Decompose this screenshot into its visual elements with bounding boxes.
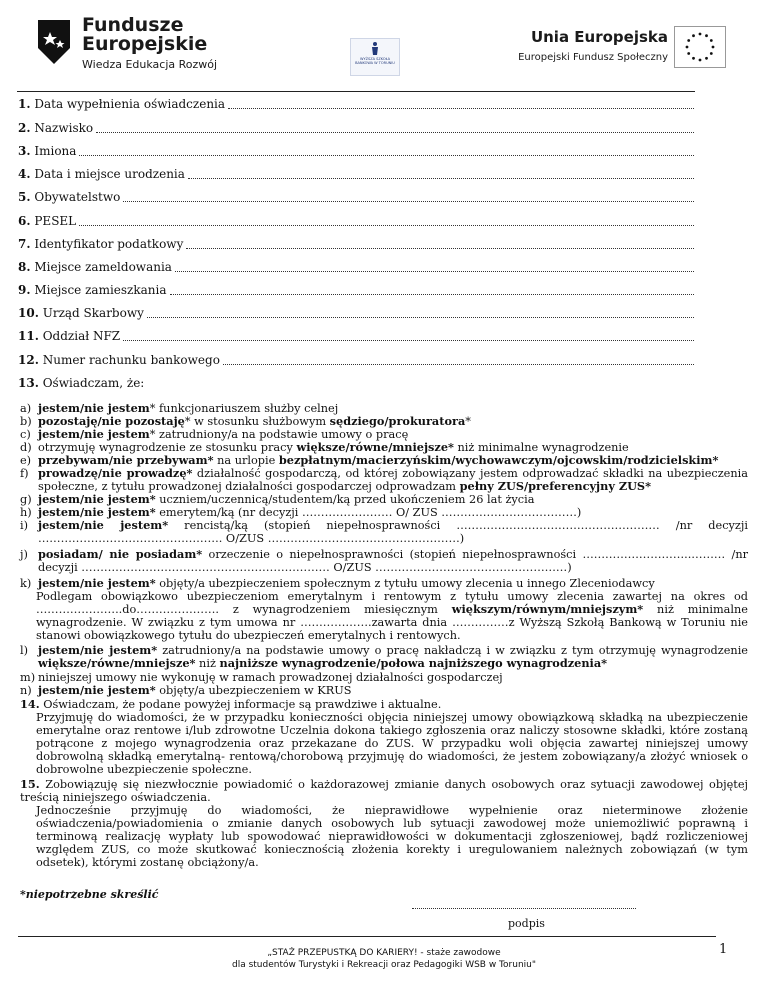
item-marker: k) bbox=[20, 577, 32, 590]
item-marker: c) bbox=[20, 428, 31, 441]
fe-title bbox=[82, 16, 207, 54]
wsb-figure-icon bbox=[367, 41, 383, 56]
item-text: * funkcjonariuszem służby celnej bbox=[149, 402, 339, 415]
section-text: Zobowiązuję się niezwłocznie powiadomić o każdorazowej zmianie danych osobowych oraz sytuacji zawodowej objętej treścią niniejszego oświadczenia. bbox=[20, 778, 749, 804]
footer-divider bbox=[18, 936, 716, 937]
item-text: niż minimalne wynagrodzenie. W związku z tym umowa nr ……………….zawarta dnia ……………z Wyższą Szkołą Bankową w Toruniu nie stanowi obowiązkowego tytułu do ubezpieczeń emerytalnych i rentowych. bbox=[36, 603, 748, 642]
choice-text[interactable]: jestem/nie jestem* bbox=[38, 492, 156, 506]
choice-text[interactable]: sędziego/prokuratora bbox=[329, 414, 466, 428]
field-number: 11. bbox=[18, 329, 39, 343]
field-label: Identyfikator podatkowy bbox=[34, 237, 184, 251]
field-number: 2. bbox=[18, 121, 31, 135]
fill-line[interactable] bbox=[123, 329, 694, 341]
field-number: 6. bbox=[18, 214, 31, 228]
section-14-paragraph bbox=[36, 711, 748, 776]
field-date-of-statement[interactable] bbox=[18, 96, 694, 112]
fill-line[interactable] bbox=[147, 306, 694, 318]
page-header bbox=[0, 0, 768, 96]
item-text: rencistą/ką (stopień niepełnosprawności ……………………………………………… /nr decyzji …………………………………………. O/ZUS ……………………………………………) bbox=[38, 519, 748, 545]
item-text: Podlegam obowiązkowo ubezpieczeniom emerytalnym i rentowym z tytułu umowy zlecenia zawartej na okres od …………………..do…………………. z wynagrodzeniem miesięcznym bbox=[36, 590, 748, 616]
field-residence-address[interactable] bbox=[18, 282, 694, 298]
choice-text[interactable]: większym/równym/mniejszym* bbox=[451, 602, 644, 616]
eu-subtitle: Europejski Fundusz Społeczny bbox=[518, 52, 668, 63]
section-14 bbox=[20, 698, 748, 711]
fe-title-line1: Fundusze bbox=[82, 14, 184, 36]
item-text: niniejszej umowy nie wykonuję w ramach prowadzonej działalności gospodarczej bbox=[38, 671, 503, 684]
header-divider bbox=[17, 91, 695, 92]
choice-text[interactable]: jestem/nie jestem* bbox=[38, 518, 169, 532]
item-text: otrzymuję wynagrodzenie ze stosunku pracy bbox=[38, 441, 297, 454]
choice-text[interactable]: jestem/nie jestem* bbox=[38, 643, 158, 657]
eu-title: Unia Europejska bbox=[530, 28, 668, 46]
field-label: Data wypełnienia oświadczenia bbox=[34, 97, 226, 111]
signature-line[interactable] bbox=[412, 907, 636, 909]
fe-title-line2: Europejskie bbox=[82, 33, 208, 55]
item-text: niż minimalne wynagrodzenie bbox=[453, 441, 629, 454]
page-number: 1 bbox=[719, 942, 728, 957]
item-text: * bbox=[465, 415, 471, 428]
fill-line[interactable] bbox=[123, 190, 694, 202]
field-citizenship[interactable] bbox=[18, 189, 694, 205]
field-birth-date-place[interactable] bbox=[18, 166, 694, 182]
item-marker: n) bbox=[20, 684, 32, 697]
item-text: * w stosunku służbowym bbox=[184, 415, 330, 428]
fill-line[interactable] bbox=[188, 167, 694, 179]
choice-text[interactable]: jestem/nie jestem* bbox=[38, 505, 156, 519]
choice-text[interactable]: najniższe wynagrodzenie/połowa najniższego wynagrodzenia* bbox=[219, 656, 608, 670]
choice-text[interactable]: jestem/nie jestem* bbox=[38, 683, 156, 697]
field-label: Oddział NFZ bbox=[42, 329, 121, 343]
eu-flag-icon bbox=[674, 26, 726, 68]
field-number: 12. bbox=[18, 353, 39, 367]
item-text: objęty/a ubezpieczeniem w KRUS bbox=[155, 684, 352, 697]
fill-line[interactable] bbox=[170, 283, 694, 295]
section-label: Oświadczam, że: bbox=[42, 376, 145, 390]
fill-line[interactable] bbox=[223, 353, 694, 365]
choice-text[interactable]: większe/równe/mniejsze* bbox=[296, 440, 454, 454]
field-label: Miejsce zamieszkania bbox=[34, 283, 167, 297]
choice-text[interactable]: jestem/nie jestem bbox=[38, 427, 150, 441]
field-number: 9. bbox=[18, 283, 31, 297]
footer-line-1: „STAŻ PRZEPUSTKĄ DO KARIERY! - staże zawodowe bbox=[267, 948, 501, 958]
paragraph-text: Przyjmuję do wiadomości, że w przypadku konieczności objęcia niniejszej umowy obowiązkową składką na ubezpieczenie emerytalne oraz rentowe i/lub zdrowotne Uczelnia dokona takiego zgłoszenia oraz naliczy stosowne składki, które zostaną potrącone z mojego wynagrodzenia oraz przekazane do ZUS. W przypadku woli objęcia zawartej niniejszej umowy dobrowolną składką emerytalną- rentową/chorobową przyjmuję do wiadomości, że jestem zobowiązany/a złożyć wniosek o dobrowolne ubezpieczenie społeczne. bbox=[36, 711, 748, 776]
section-15 bbox=[20, 778, 748, 804]
item-marker: b) bbox=[20, 415, 32, 428]
field-label: Imiona bbox=[34, 144, 77, 158]
fill-line[interactable] bbox=[79, 214, 694, 226]
choice-text[interactable]: posiadam/ nie posiadam* bbox=[38, 547, 203, 561]
item-marker: l) bbox=[20, 644, 29, 657]
section-number: 15. bbox=[20, 777, 40, 791]
fill-line[interactable] bbox=[175, 260, 694, 272]
field-label: Urząd Skarbowy bbox=[42, 306, 144, 320]
field-label: Data i miejsce urodzenia bbox=[34, 167, 185, 181]
item-text: uczniem/uczennicą/studentem/ką przed ukończeniem 26 lat życia bbox=[155, 493, 535, 506]
item-text: orzeczenie o niepełnosprawności (stopień niepełnosprawności ………………………..……… /nr decyzji ………………………………………………………… O/ZUS ……………………………………………) bbox=[38, 548, 748, 574]
field-label: PESEL bbox=[34, 214, 77, 228]
fill-line[interactable] bbox=[96, 121, 694, 133]
item-marker: f) bbox=[20, 467, 29, 480]
section-text: Oświadczam, że podane powyżej informacje są prawdziwe i aktualne. bbox=[43, 698, 442, 711]
field-number: 7. bbox=[18, 237, 31, 251]
field-pesel[interactable] bbox=[18, 213, 694, 229]
item-text: działalność gospodarczą, od której zobowiązany jestem odprowadzać składki na ubezpieczenia społeczne, z tytułu prowadzonej działalności gospodarczej odprowadzam bbox=[38, 467, 748, 493]
choice-text[interactable]: bezpłatnym/macierzyńskim/wychowawczym/ojcowskim/rodzicielskim* bbox=[278, 453, 719, 467]
section-13-heading bbox=[18, 377, 144, 390]
statement-k-continuation bbox=[36, 590, 748, 642]
field-number: 10. bbox=[18, 306, 39, 320]
section-15-paragraph bbox=[36, 804, 748, 869]
item-text: * zatrudniony/a na podstawie umowy o pracę bbox=[149, 428, 409, 441]
choice-text[interactable]: przebywam/nie przebywam* bbox=[38, 453, 214, 467]
item-marker: a) bbox=[20, 402, 32, 415]
field-label: Nazwisko bbox=[34, 121, 94, 135]
eu-logo bbox=[474, 26, 744, 76]
item-text: emerytem/ką (nr decyzji …………………… O/ ZUS ………………………………) bbox=[155, 506, 582, 519]
choice-text[interactable]: jestem/nie jestem* bbox=[38, 576, 156, 590]
field-first-names[interactable] bbox=[18, 143, 694, 159]
field-tax-id[interactable] bbox=[18, 236, 694, 252]
strike-note: *niepotrzebne skreślić bbox=[20, 888, 159, 901]
item-marker: i) bbox=[20, 519, 29, 532]
choice-text[interactable]: pozostaję/nie pozostaję bbox=[38, 414, 185, 428]
wsb-logo-text: WYŻSZA SZKOŁA BANKOWA W TORUNIU bbox=[355, 57, 395, 65]
fundusze-europejskie-logo bbox=[34, 14, 234, 80]
footer-line-2: dla studentów Turystyki i Rekreacji oraz Pedagogiki WSB w Toruniu" bbox=[231, 960, 536, 970]
choice-text[interactable]: prowadzę/nie prowadzę* bbox=[38, 466, 193, 480]
section-number: 13. bbox=[18, 376, 39, 390]
item-text: objęty/a ubezpieczeniem społecznym z tytułu umowy zlecenia u innego Zleceniodawcy bbox=[155, 577, 655, 590]
field-number: 1. bbox=[18, 97, 31, 111]
item-marker: h) bbox=[20, 506, 32, 519]
item-marker: g) bbox=[20, 493, 32, 506]
field-label: Numer rachunku bankowego bbox=[42, 353, 220, 367]
paragraph-text: Jednocześnie przyjmuję do wiadomości, że nieprawidłowe wypełnienie oraz nieterminowe złożenie oświadczenia/powiadomienia o zmianie danych osobowych lub sytuacji zawodowej może uniemożliwić poprawną i terminową realizację wypłaty lub spowodować nieprawidłowości w dokumentacji zgłoszeniowej, bądź rozliczeniowej względem ZUS, co może skutkować koniecznością złożenia korekty i uregulowaniem należnych zobowiązań (w tym odsetek), którymi zostanę obciążony/a. bbox=[36, 804, 748, 869]
wsb-logo bbox=[350, 38, 400, 76]
fe-subtitle: Wiedza Edukacja Rozwój bbox=[82, 58, 218, 71]
field-number: 3. bbox=[18, 144, 31, 158]
field-number: 5. bbox=[18, 190, 31, 204]
field-label: Miejsce zameldowania bbox=[34, 260, 172, 274]
field-registered-address[interactable] bbox=[18, 259, 694, 275]
field-label: Obywatelstwo bbox=[34, 190, 121, 204]
fundusze-europejskie-star-icon bbox=[34, 18, 74, 66]
item-marker: m) bbox=[20, 671, 36, 684]
item-text: niż bbox=[195, 657, 220, 670]
signature-label: podpis bbox=[508, 917, 545, 930]
field-tax-office[interactable] bbox=[18, 305, 694, 321]
field-number: 8. bbox=[18, 260, 31, 274]
field-nfz-branch[interactable] bbox=[18, 328, 694, 344]
choice-text[interactable]: jestem/nie jestem bbox=[38, 401, 150, 415]
fill-line[interactable] bbox=[79, 144, 694, 156]
fill-line[interactable] bbox=[186, 237, 694, 249]
item-marker: d) bbox=[20, 441, 32, 454]
item-text: na urlopie bbox=[213, 454, 279, 467]
field-bank-account[interactable] bbox=[18, 352, 694, 368]
item-text: zatrudniony/a na podstawie umowy o pracę nakładczą i w związku z tym otrzymuję wynagrodzenie bbox=[157, 644, 748, 657]
field-surname[interactable] bbox=[18, 120, 694, 136]
item-marker: e) bbox=[20, 454, 32, 467]
section-number: 14. bbox=[20, 697, 40, 711]
choice-text[interactable]: pełny ZUS/preferencyjny ZUS* bbox=[459, 479, 651, 493]
fill-line[interactable] bbox=[228, 97, 694, 109]
item-marker: j) bbox=[20, 548, 28, 561]
field-number: 4. bbox=[18, 167, 31, 181]
choice-text[interactable]: większe/równe/mniejsze* bbox=[38, 656, 196, 670]
